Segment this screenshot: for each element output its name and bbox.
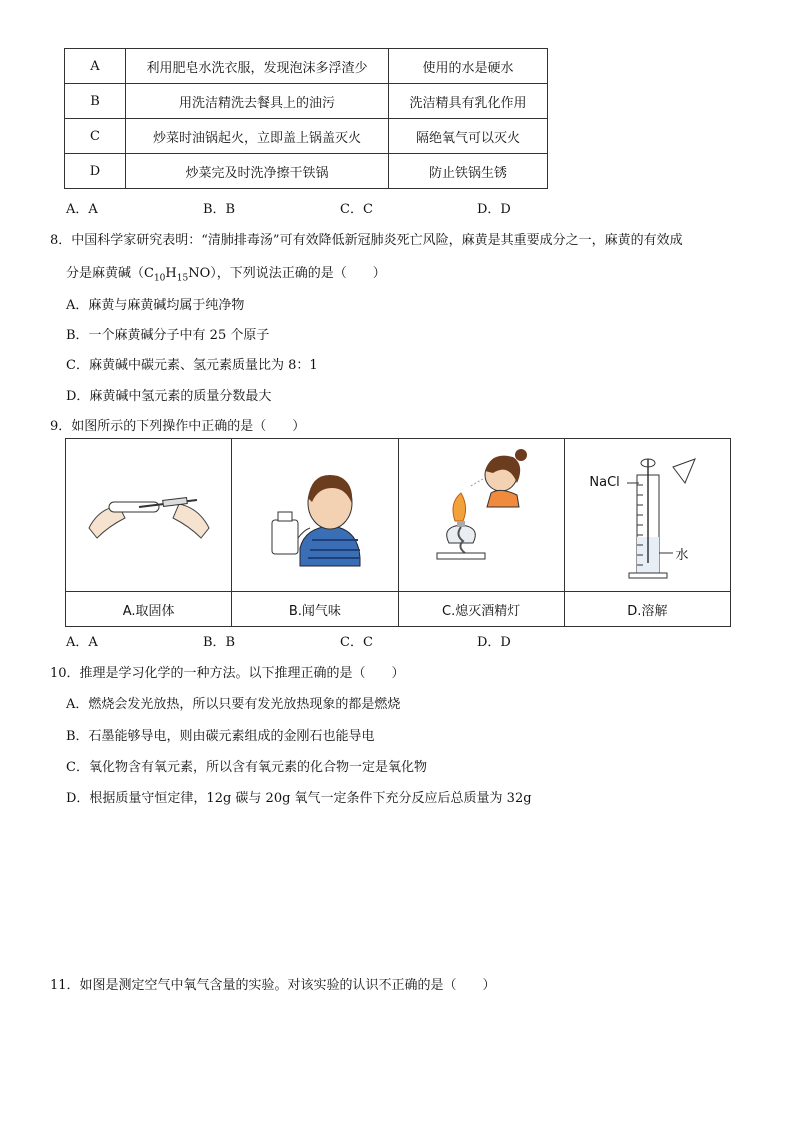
explain-cell: 防止铁锅生锈 (389, 154, 548, 189)
water-label: 水 (675, 548, 689, 563)
option-cell: A (65, 49, 126, 84)
choice-d[interactable]: D．D (477, 202, 511, 217)
q8-stem-line2: 分是麻黄碱$(C_{10}H_{15}NO)$，下列说法正确的是（ ） (66, 266, 386, 284)
q9-figure-table (65, 438, 731, 627)
table-row (65, 49, 548, 84)
graduated-cylinder-icon (577, 445, 717, 585)
q10-option-a[interactable]: A．燃烧会发光放热，所以只要有发光放热现象的都是燃烧 (66, 697, 401, 712)
fact-cell: 炒菜完及时洗净擦干铁锅 (126, 154, 389, 189)
girl-blowing-lamp-icon (421, 443, 541, 583)
q9-stem: 9．如图所示的下列操作中正确的是（ ） (50, 419, 306, 434)
test-tube-hands-icon (79, 478, 219, 548)
caption-b: B.闻气味 (232, 592, 398, 627)
explain-cell: 隔绝氧气可以灭火 (389, 119, 548, 154)
fact-cell: 利用肥皂水洗衣服，发现泡沫多浮渣少 (126, 49, 389, 84)
table-row (65, 84, 548, 119)
table-row (65, 119, 548, 154)
choice-b[interactable]: B．B (203, 635, 236, 650)
figure-smell (232, 439, 398, 592)
q8-option-b[interactable]: B．一个麻黄碱分子中有 25 个原子 (66, 328, 270, 343)
fact-cell: 用洗洁精洗去餐具上的油污 (126, 84, 389, 119)
explain-cell: 使用的水是硬水 (389, 49, 548, 84)
choice-a[interactable]: A．A (66, 202, 98, 217)
nacl-label: NaCl (589, 475, 620, 490)
choice-c[interactable]: C．C (340, 635, 373, 650)
q8-option-d[interactable]: D．麻黄碱中氢元素的质量分数最大 (66, 389, 272, 404)
figure-extinguish-lamp (398, 439, 564, 592)
q9-choices (66, 631, 614, 650)
choice-b[interactable]: B．B (203, 202, 236, 217)
boy-smelling-bottle-icon (260, 458, 370, 568)
q10-option-c[interactable]: C．氧化物含有氧元素，所以含有氧元素的化合物一定是氧化物 (66, 760, 427, 775)
option-cell: B (65, 84, 126, 119)
q10-option-d[interactable]: D．根据质量守恒定律，12g 碳与 20g 氧气一定条件下充分反应后总质量为 32g (66, 791, 532, 806)
q8-option-c[interactable]: C．麻黄碱中碳元素、氢元素质量比为 8：1 (66, 358, 318, 373)
q8-option-a[interactable]: A．麻黄与麻黄碱均属于纯净物 (66, 298, 245, 313)
explain-cell: 洗洁精具有乳化作用 (389, 84, 548, 119)
table-row (65, 154, 548, 189)
figure-take-solid (66, 439, 232, 592)
choice-d[interactable]: D．D (477, 635, 511, 650)
choice-a[interactable]: A．A (66, 635, 98, 650)
option-cell: C (65, 119, 126, 154)
choice-c[interactable]: C．C (340, 202, 373, 217)
q10-option-b[interactable]: B．石墨能够导电，则由碳元素组成的金刚石也能导电 (66, 729, 375, 744)
caption-c: C.熄灭酒精灯 (398, 592, 564, 627)
q7-table (64, 48, 548, 189)
q10-stem: 10．推理是学习化学的一种方法。以下推理正确的是（ ） (50, 666, 405, 681)
q8-stem-line1: 8．中国科学家研究表明：“清肺排毒汤”可有效降低新冠肺炎死亡风险，麻黄是其重要成分之一，麻黄的有效成 (50, 233, 683, 248)
caption-a: A.取固体 (66, 592, 232, 627)
q7-choices (66, 198, 614, 217)
fact-cell: 炒菜时油锅起火，立即盖上锅盖灭火 (126, 119, 389, 154)
q11-stem: 11．如图是测定空气中氧气含量的实验。对该实验的认识不正确的是（ ） (50, 978, 496, 993)
figure-dissolve (564, 439, 730, 592)
option-cell: D (65, 154, 126, 189)
caption-d: D.溶解 (564, 592, 730, 627)
